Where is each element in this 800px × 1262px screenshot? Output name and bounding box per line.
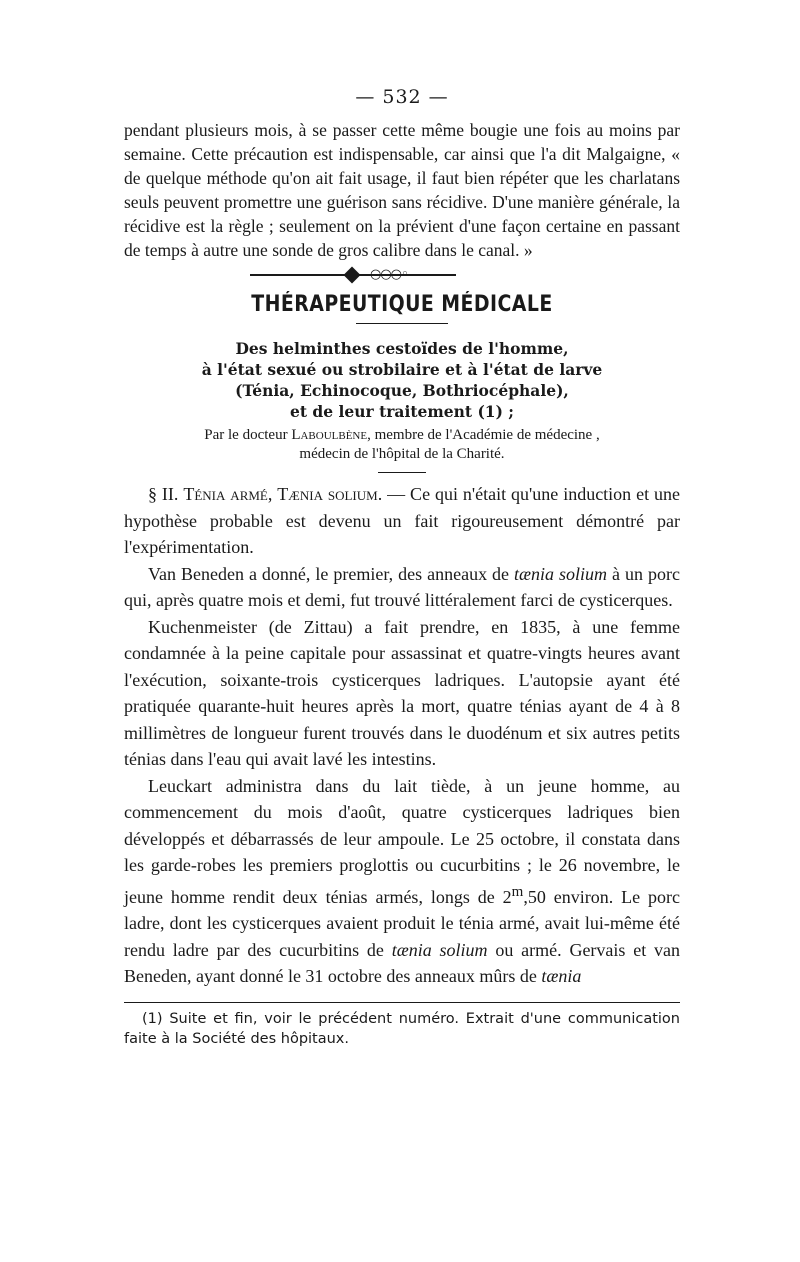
paragraph-4-superscript: m bbox=[511, 883, 524, 900]
footnote-rule bbox=[124, 1002, 680, 1003]
byline-rule bbox=[378, 472, 426, 473]
body-paragraph-2 bbox=[124, 561, 680, 614]
article-title-line-4: et de leur traitement (1) ; bbox=[289, 402, 515, 421]
paragraph-1-text: — Ce qui n'était qu'une induction et une hypothèse probable est devenu un fait rigoureusement démontré par l'expérimentation. bbox=[124, 484, 680, 557]
section-title-rule bbox=[356, 323, 448, 324]
paragraph-4-text-c: ou armé. Gervais et van Beneden, ayant donné le 31 octobre des anneaux mûrs de bbox=[124, 939, 681, 986]
byline bbox=[124, 426, 680, 464]
section-title: THÉRAPEUTIQUE MÉDICALE bbox=[251, 292, 553, 317]
section-ornament bbox=[124, 266, 680, 284]
paragraph-4-text-a: Leuckart administra dans du lait tiède, à un jeune homme, au commencement du mois d'août, quatre cysticerques ladriques bien développés et débarrassés de leur ampoule. Le 25 octobre, il constata dans les garde-robes les premiers proglottis ou cucurbitins ; le 26 novembre, le jeune homme rendit deux ténias armés, longs de 2 bbox=[124, 775, 680, 907]
section-heading-latin: Tænia solium. bbox=[277, 484, 383, 504]
opening-paragraph: pendant plusieurs mois, à se passer cette même bougie une fois au moins par semaine. Cette précaution est indispensable, car ainsi que l'a dit Malgaigne, « de quelque méthode qu'on ait fait usage, il faut bien répéter que les charlatans seuls peuvent promettre une guérison sans récidive. D'une manière générale, la récidive est la règle ; seulement on la prévient d'une façon certaine en passant de temps à autre une sonde de gros calibre dans le canal. » bbox=[124, 120, 680, 260]
paragraph-4-text-b: ,50 environ. Le porc ladre, dont les cysticerques avaient produit le ténia armé, avait lui-même été rendu ladre par des cucurbitins de bbox=[124, 886, 680, 960]
body-paragraph-1 bbox=[124, 481, 680, 561]
paragraph-2-text-b: à un porc qui, après quatre mois et demi, fut trouvé littéralement farci de cysticerques. bbox=[124, 563, 681, 610]
byline-affiliation: médecin de l'hôpital de la Charité. bbox=[299, 446, 505, 462]
section-heading-french: Ténia armé, bbox=[183, 484, 273, 504]
ornament-diamond bbox=[344, 267, 361, 284]
byline-author: Laboulbène bbox=[291, 427, 368, 443]
byline-suffix: , membre de l'Académie de médecine , bbox=[367, 427, 600, 443]
section-number: § II. bbox=[148, 484, 179, 504]
paragraph-4-italic-2: tænia bbox=[541, 966, 582, 986]
body-paragraph-3: Kuchenmeister (de Zittau) a fait prendre, en 1835, à une femme condamnée à la peine capitale pour assassinat et quatre-vingts heures avant l'exécution, soixante-trois cysticerques ladriques. L'autopsie ayant été pratiquée quarante-huit heures après la mort, quatre ténias ayant de 4 à 8 millimètres de longueur furent trouvés dans le duodénum et six autres petits ténias dans l'eau qui avait lavé les intestins. bbox=[124, 616, 680, 769]
article-title-line-2: à l'état sexué ou strobilaire et à l'état de larve bbox=[201, 360, 603, 379]
book-page bbox=[124, 86, 680, 1049]
paragraph-4-italic: tænia solium bbox=[391, 939, 488, 960]
article-title-line-3: (Ténia, Echinocoque, Bothriocéphale), bbox=[235, 381, 569, 400]
paragraph-2-text-a: Van Beneden a donné, le premier, des anneaux de bbox=[148, 563, 515, 584]
article-title-line-1: Des helminthes cestoïdes de l'homme, bbox=[235, 339, 569, 358]
ornament-circles: ○○○◦ bbox=[370, 267, 408, 282]
body-paragraph-4 bbox=[124, 773, 680, 990]
byline-prefix: Par le docteur bbox=[204, 427, 288, 443]
page-number: — 532 — bbox=[355, 86, 449, 108]
paragraph-2-italic: tænia solium bbox=[514, 563, 608, 584]
footnote: (1) Suite et fin, voir le précédent numéro. Extrait d'une communication faite à la Société des hôpitaux. bbox=[124, 1010, 680, 1047]
